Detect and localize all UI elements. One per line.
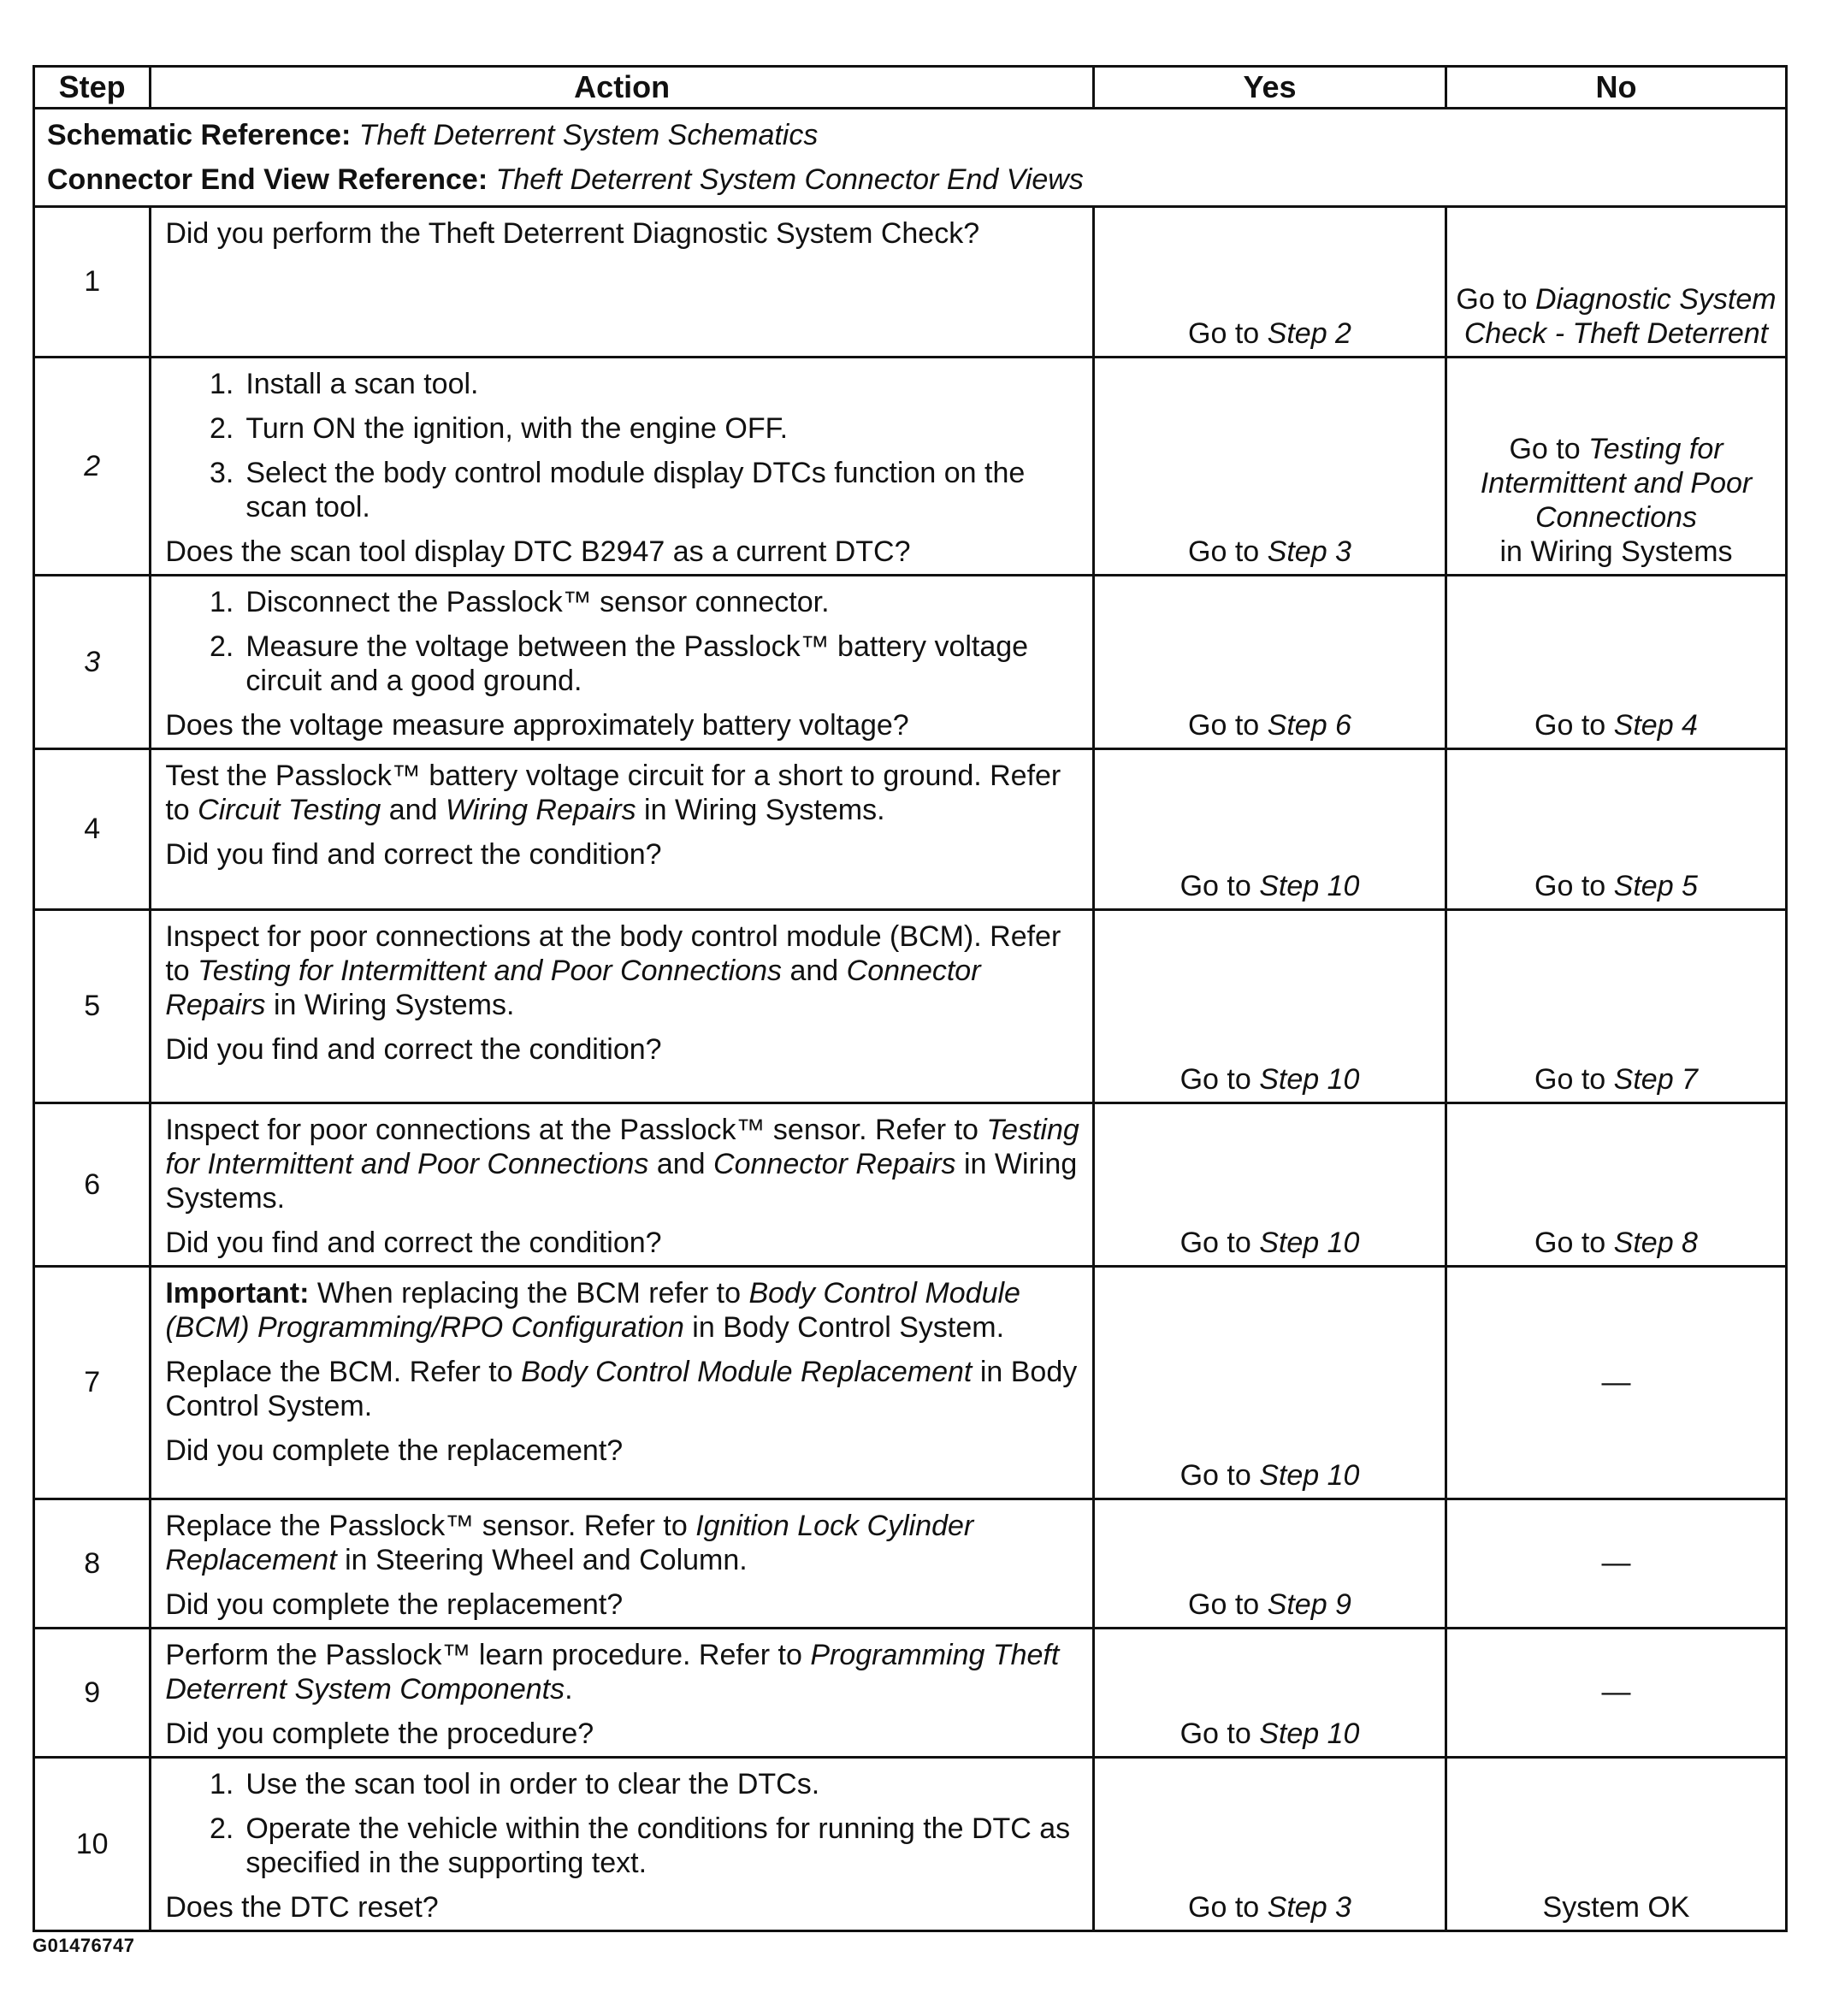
yes-prefix: Go to: [1180, 1227, 1260, 1259]
action-question: Did you find and correct the condition?: [165, 1227, 662, 1259]
diagnostic-table: [33, 65, 1788, 1932]
no-dash: —: [1601, 1546, 1631, 1579]
no-prefix: Go to: [1456, 283, 1536, 316]
action-text: Perform the Passlock™ learn procedure. Refer to Programming Theft Deterrent System Components.: [165, 1639, 1060, 1706]
no-cell: [1446, 749, 1787, 910]
header-yes: Yes: [1094, 67, 1446, 109]
table-row: [34, 1499, 1787, 1629]
action-list-item: 2. Turn ON the ignition, with the engine OFF.: [209, 412, 789, 445]
action-text: Test the Passlock™ battery voltage circuit for a short to ground. Refer to Circuit Testing and Wiring Repairs in Wiring Systems.: [165, 760, 1061, 826]
action-cell: [151, 1103, 1094, 1267]
action-text: Inspect for poor connections at the Passlock™ sensor. Refer to Testing for Intermittent and Poor Connections and Connector Repairs in Wiring Systems.: [165, 1114, 1079, 1215]
no-step-link[interactable]: Step 4: [1613, 709, 1698, 742]
action-cell: [151, 1267, 1094, 1499]
yes-step-link[interactable]: Step 9: [1267, 1588, 1351, 1621]
no-reference-link[interactable]: Testing for Intermittent and Poor Connections: [1480, 433, 1753, 534]
action-reference-link[interactable]: Circuit Testing: [198, 794, 381, 826]
yes-cell: [1094, 1499, 1446, 1629]
action-reference-link[interactable]: Programming Theft Deterrent System Components: [165, 1639, 1060, 1706]
yes-step-link[interactable]: Step 10: [1259, 1459, 1360, 1492]
action-reference-link[interactable]: Ignition Lock Cylinder Replacement: [165, 1510, 974, 1576]
yes-prefix: Go to: [1180, 1063, 1260, 1096]
action-text: Replace the BCM. Refer to Body Control Module Replacement in Body Control System.: [165, 1356, 1078, 1422]
yes-cell: [1094, 576, 1446, 749]
yes-step-link[interactable]: Step 10: [1259, 1717, 1360, 1750]
no-cell: [1446, 576, 1787, 749]
step-number: 3: [34, 576, 151, 749]
no-cell: [1446, 1267, 1787, 1499]
no-step-link[interactable]: Step 7: [1613, 1063, 1698, 1096]
action-list-item: 1. Install a scan tool.: [209, 368, 479, 400]
no-reference-link[interactable]: Diagnostic System Check - Theft Deterrent: [1463, 283, 1777, 350]
yes-prefix: Go to: [1188, 1891, 1268, 1924]
step-number: 8: [34, 1499, 151, 1629]
no-cell: [1446, 1629, 1787, 1758]
action-question: Does the voltage measure approximately battery voltage?: [165, 709, 909, 742]
action-question: Did you complete the replacement?: [165, 1588, 624, 1621]
yes-prefix: Go to: [1188, 535, 1268, 568]
yes-prefix: Go to: [1180, 1459, 1260, 1492]
action-list-item: 3. Select the body control module display DTCs function on the scan tool.: [209, 457, 1026, 523]
reference-cell: [34, 109, 1787, 207]
yes-cell: [1094, 1629, 1446, 1758]
action-cell: [151, 358, 1094, 576]
no-cell: [1446, 1499, 1787, 1629]
action-text: Inspect for poor connections at the body control module (BCM). Refer to Testing for Intermittent and Poor Connections and Connector Repairs in Wiring Systems.: [165, 920, 1061, 1021]
action-reference-link[interactable]: Testing for Intermittent and Poor Connections: [198, 955, 783, 987]
step-number: 9: [34, 1629, 151, 1758]
table-row: [34, 576, 1787, 749]
action-reference-link[interactable]: Connector Repairs: [165, 955, 981, 1021]
step-number: 10: [34, 1758, 151, 1931]
action-text: Replace the Passlock™ sensor. Refer to Ignition Lock Cylinder Replacement in Steering Wheel and Column.: [165, 1510, 974, 1576]
yes-prefix: Go to: [1180, 1717, 1260, 1750]
no-suffix: in Wiring Systems: [1499, 535, 1733, 568]
yes-prefix: Go to: [1188, 317, 1268, 350]
no-cell: [1446, 910, 1787, 1103]
action-cell: [151, 576, 1094, 749]
yes-prefix: Go to: [1180, 870, 1260, 902]
no-result: System OK: [1542, 1891, 1690, 1924]
reference-row: [34, 109, 1787, 207]
action-question: Does the scan tool display DTC B2947 as a current DTC?: [165, 535, 911, 568]
no-prefix: Go to: [1509, 433, 1589, 465]
action-question: Did you perform the Theft Deterrent Diagnostic System Check?: [165, 217, 980, 250]
header-step: Step: [34, 67, 151, 109]
step-number: 6: [34, 1103, 151, 1267]
yes-cell: [1094, 910, 1446, 1103]
yes-cell: [1094, 1758, 1446, 1931]
yes-cell: [1094, 358, 1446, 576]
yes-step-link[interactable]: Step 10: [1259, 870, 1360, 902]
table-row: [34, 207, 1787, 358]
action-question: Did you find and correct the condition?: [165, 838, 662, 871]
no-dash: —: [1601, 1676, 1631, 1708]
table-row: [34, 1758, 1787, 1931]
action-cell: [151, 207, 1094, 358]
action-question: Did you complete the replacement?: [165, 1434, 624, 1467]
schematic-reference-label: Schematic Reference:: [47, 119, 352, 151]
yes-step-link[interactable]: Step 10: [1259, 1063, 1360, 1096]
table-row: [34, 1267, 1787, 1499]
figure-id: G01476747: [33, 1935, 135, 1956]
action-cell: [151, 1629, 1094, 1758]
action-question: Did you complete the procedure?: [165, 1717, 594, 1750]
table-row: [34, 358, 1787, 576]
action-question: Does the DTC reset?: [165, 1891, 439, 1924]
diagnostic-table-document: [33, 65, 1788, 1932]
yes-step-link[interactable]: Step 3: [1267, 535, 1351, 568]
step-number: 4: [34, 749, 151, 910]
action-list-item: 1. Disconnect the Passlock™ sensor connector.: [209, 586, 830, 618]
yes-cell: [1094, 1103, 1446, 1267]
step-number: 5: [34, 910, 151, 1103]
action-list-item: 2. Operate the vehicle within the conditions for running the DTC as specified in the supporting text.: [209, 1812, 1071, 1879]
action-cell: [151, 749, 1094, 910]
step-number: 7: [34, 1267, 151, 1499]
schematic-reference-link[interactable]: Theft Deterrent System Schematics: [358, 119, 819, 151]
no-cell: [1446, 1758, 1787, 1931]
important-label: Important:: [165, 1277, 310, 1310]
action-reference-link[interactable]: Body Control Module (BCM) Programming/RPO Configuration: [165, 1277, 1020, 1344]
yes-prefix: Go to: [1188, 709, 1268, 742]
table-row: [34, 1629, 1787, 1758]
table-row: [34, 910, 1787, 1103]
connector-reference: [47, 157, 1773, 202]
no-prefix: Go to: [1534, 1227, 1614, 1259]
action-important-note: Important: When replacing the BCM refer to Body Control Module (BCM) Programming/RPO Configuration in Body Control System.: [165, 1277, 1020, 1344]
no-prefix: Go to: [1534, 870, 1614, 902]
yes-step-link[interactable]: Step 6: [1267, 709, 1351, 742]
action-question: Did you find and correct the condition?: [165, 1033, 662, 1066]
no-cell: [1446, 1103, 1787, 1267]
header-row: [34, 67, 1787, 109]
step-number: 2: [34, 358, 151, 576]
step-number: 1: [34, 207, 151, 358]
schematic-reference: [47, 113, 1773, 157]
action-list-item: 1. Use the scan tool in order to clear the DTCs.: [209, 1768, 820, 1800]
action-cell: [151, 1758, 1094, 1931]
connector-reference-label: Connector End View Reference:: [47, 163, 488, 196]
no-cell: [1446, 358, 1787, 576]
action-cell: [151, 1499, 1094, 1629]
no-prefix: Go to: [1534, 709, 1614, 742]
no-prefix: Go to: [1534, 1063, 1614, 1096]
header-action: Action: [151, 67, 1094, 109]
action-cell: [151, 910, 1094, 1103]
yes-cell: [1094, 1267, 1446, 1499]
connector-reference-link[interactable]: Theft Deterrent System Connector End Views: [495, 163, 1084, 196]
yes-step-link[interactable]: Step 10: [1259, 1227, 1360, 1259]
no-step-link[interactable]: Step 8: [1613, 1227, 1698, 1259]
yes-step-link[interactable]: Step 3: [1267, 1891, 1351, 1924]
action-reference-link[interactable]: Body Control Module Replacement: [521, 1356, 973, 1388]
no-cell: [1446, 207, 1787, 358]
action-reference-link[interactable]: Wiring Repairs: [445, 794, 636, 826]
action-list-item: 2. Measure the voltage between the Passlock™ battery voltage circuit and a good ground.: [209, 630, 1029, 697]
table-row: [34, 1103, 1787, 1267]
no-step-link[interactable]: Step 5: [1613, 870, 1698, 902]
yes-step-link[interactable]: Step 2: [1267, 317, 1351, 350]
yes-cell: [1094, 749, 1446, 910]
action-reference-link[interactable]: Connector Repairs: [713, 1148, 956, 1180]
yes-cell: [1094, 207, 1446, 358]
no-dash: —: [1601, 1365, 1631, 1398]
yes-prefix: Go to: [1188, 1588, 1268, 1621]
action-reference-link[interactable]: Testing for Intermittent and Poor Connections: [165, 1114, 1079, 1180]
table-row: [34, 749, 1787, 910]
header-no: No: [1446, 67, 1787, 109]
